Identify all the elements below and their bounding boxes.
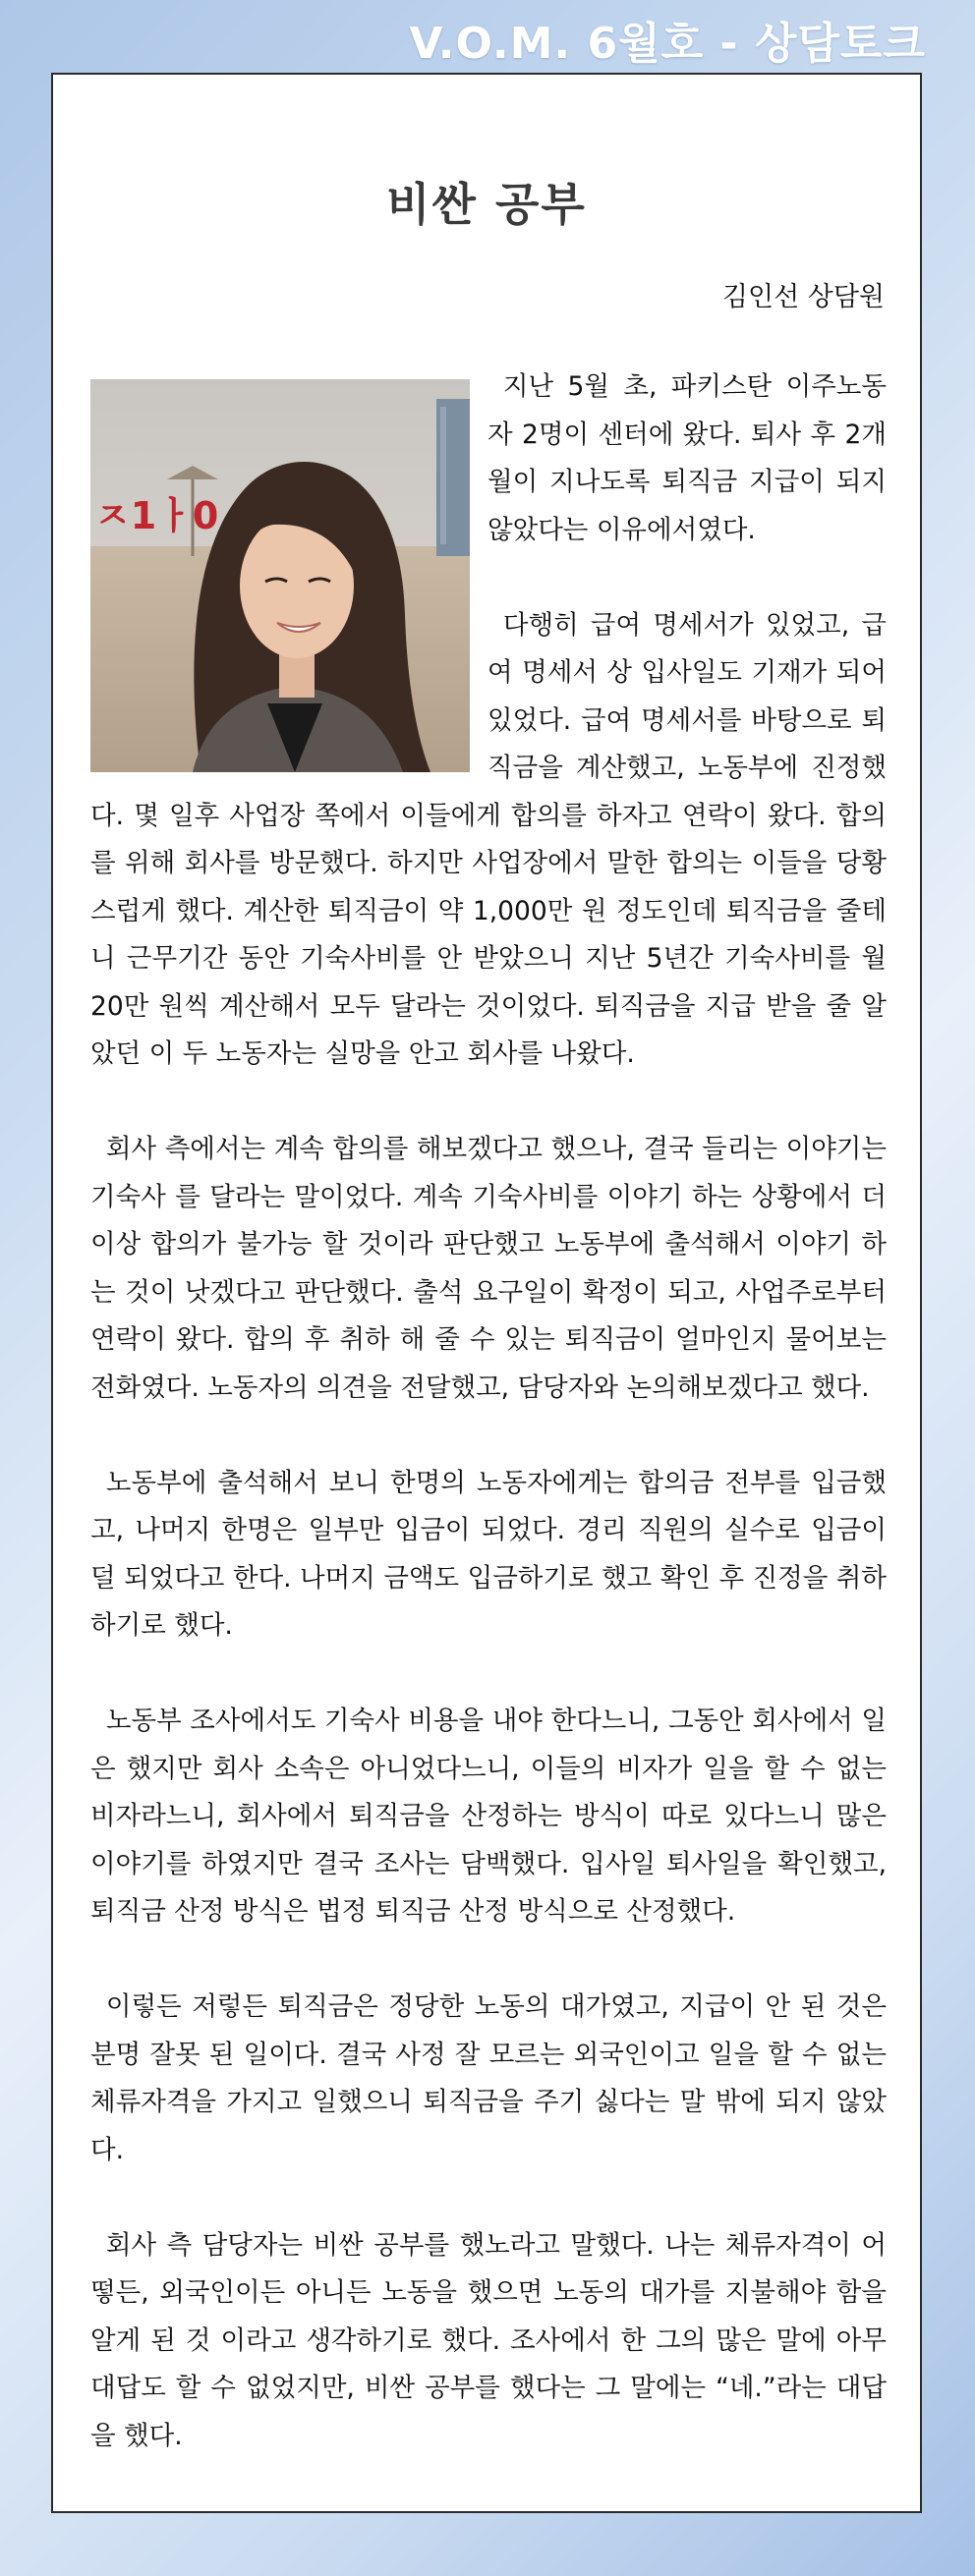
article-body xyxy=(90,364,887,2508)
paragraph: 다행히 급여 명세서가 있었고, 급여 명세서 상 입사일도 기재가 되어 있었다. 급여 명세서를 바탕으로 퇴직금을 계산했고, 노동부에 진정했다. 몇 일후 사업장 쪽에서 이들에게 합의를 하자고 연락이 왔다. 합의를 위해 회사를 방문했다. 하지만 사업장에서 말한 합의는 이들을 당황스럽게 했다. 계산한 퇴직금이 약 1,000만 원 정도인데 퇴직금을 줄테니 근무기간 동안 기숙사비를 안 받았으니 지난 5년간 기숙사비를 월 20만 원씩 계산해서 모두 달라는 것이었다. 퇴직금을 지급 받을 줄 알았던 이 두 노동자는 실망을 안고 회사를 나왔다. xyxy=(90,609,887,1069)
header-title: V.O.M. 6월호 - 상담토크 xyxy=(409,19,926,69)
paragraph: 노동부 조사에서도 기숙사 비용을 내야 한다느니, 그동안 회사에서 일은 했지만 회사 소속은 아니었다느니, 이들의 비자가 일을 할 수 없는 비자라느니, 회사에서 퇴직금을 산정하는 방식이 따로 있다느니 많은 이야기를 하였지만 결국 조사는 담백했다. 입사일 퇴사일을 확인했고, 퇴직금 산정 방식은 법정 퇴직금 산정 방식으로 산정했다. xyxy=(90,1706,887,1927)
photo-spacer xyxy=(90,364,488,772)
paragraph: 이렇든 저렇든 퇴직금은 정당한 노동의 대가였고, 지급이 안 된 것은 분명 잘못 된 일이다. 결국 사정 잘 모르는 외국인이고 일을 할 수 없는 체류자격을 가지고 일했으니 퇴직금을 주기 싫다는 말 밖에 되지 않았다. xyxy=(90,1991,887,2165)
paragraph: 회사 측에서는 계속 합의를 해보겠다고 했으나, 결국 들리는 이야기는 기숙사 를 달라는 말이었다. 계속 기숙사비를 이야기 하는 상황에서 더 이상 합의가 불가능 할 것이라 판단했고 노동부에 출석해서 이야기 하는 것이 낫겠다고 판단했다. 출석 요구일이 확정이 되고, 사업주로부터 연락이 왔다. 합의 후 취하 해 줄 수 있는 퇴직금이 얼마인지 물어보는 전화였다. 노동자의 의견을 전달했고, 담당자와 논의해보겠다고 했다. xyxy=(90,1134,887,1403)
paragraph: 노동부에 출석해서 보니 한명의 노동자에게는 합의금 전부를 입금했고, 나머지 한명은 일부만 입금이 되었다. 경리 직원의 실수로 입금이 덜 되었다고 한다. 나머지 금액도 입금하기로 했고 확인 후 진정을 취하하기로 했다. xyxy=(90,1467,887,1641)
article-author: 김인선 상담원 xyxy=(721,282,885,312)
photo-sign: ㅈ1ㅏ0 xyxy=(94,494,219,537)
paragraph: 지난 5월 초, 파키스탄 이주노동자 2명이 센터에 왔다. 퇴사 후 2개월이 지나도록 퇴직금 지급이 되지 않았다는 이유에서였다. xyxy=(488,371,887,545)
article-title: 비싼 공부 xyxy=(386,178,587,231)
article-panel xyxy=(51,73,922,2513)
paragraph: 회사 측 담당자는 비싼 공부를 했노라고 말했다. 나는 체류자격이 어떻든, 외국인이든 아니든 노동을 했으면 노동의 대가를 지불해야 함을 알게 된 것 이라고 생각하기로 했다. 조사에서 한 그의 많은 말에 아무 대답도 할 수 없었지만, 비싼 공부를 했다는 그 말에는 “네.”라는 대답을 했다. xyxy=(90,2229,887,2451)
